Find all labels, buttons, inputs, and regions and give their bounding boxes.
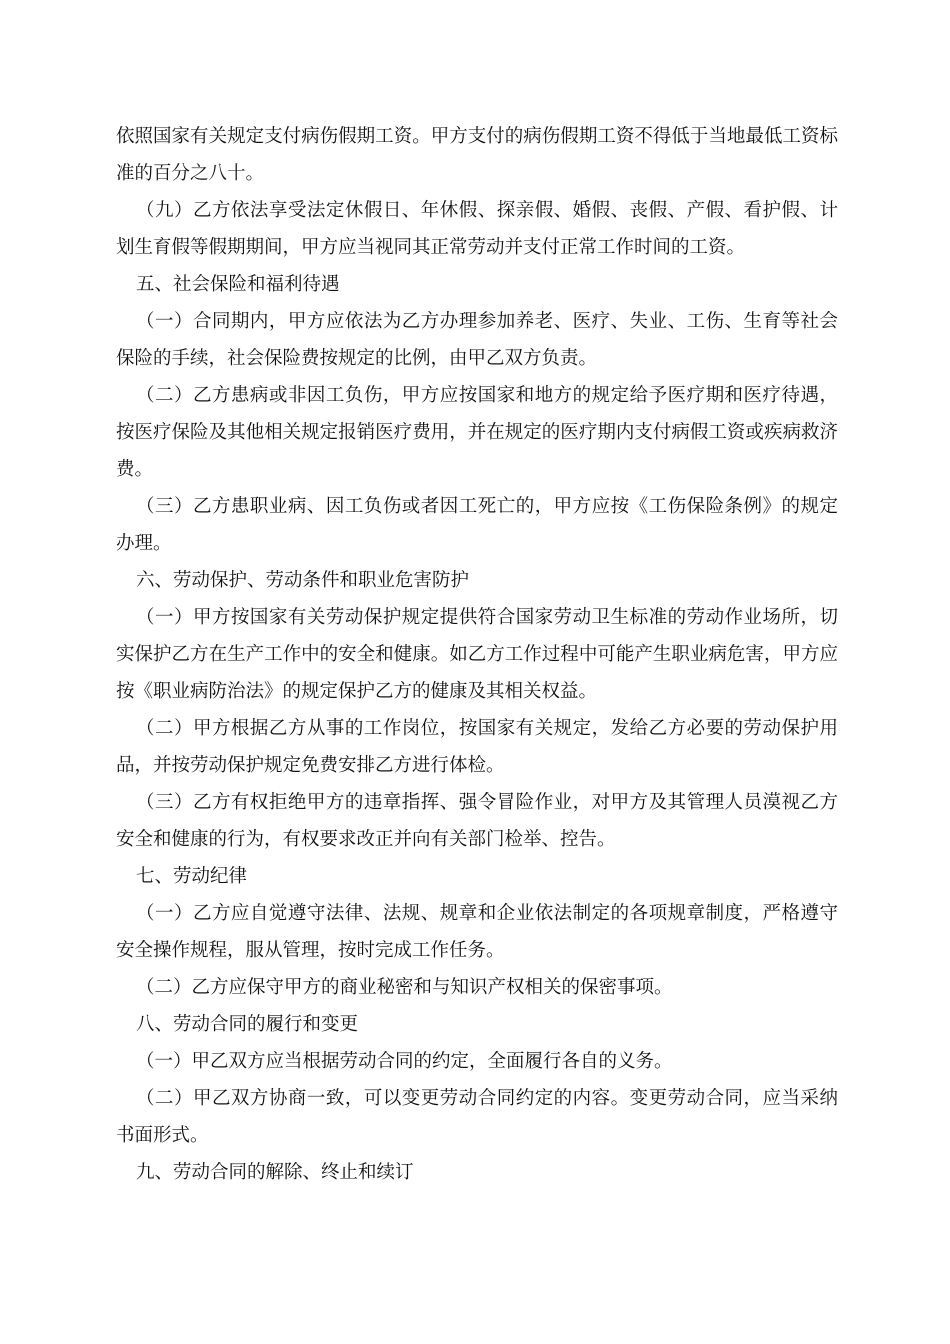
section-heading-6: 六、劳动保护、劳动条件和职业危害防护 [136, 570, 470, 591]
paragraph-continuation: 依照国家有关规定支付病伤假期工资。甲方支付的病伤假期工资不得低于当地最低工资标准的百分之八十。 [116, 126, 838, 184]
clause-5-2: （二）乙方患病或非因工负伤，甲方应按国家和地方的规定给予医疗期和医疗待遇，按医疗保险及其他相关规定报销医疗费用，并在规定的医疗期内支付病假工资或疾病救济费。 [116, 385, 838, 480]
clause-8-2: （二）甲乙双方协商一致，可以变更劳动合同约定的内容。变更劳动合同，应当采纳书面形式。 [116, 1088, 838, 1146]
clause-4-9: （九）乙方依法享受法定休假日、年休假、探亲假、婚假、丧假、产假、看护假、计划生育假等假期期间，甲方应当视同其正常劳动并支付正常工作时间的工资。 [116, 200, 838, 258]
clause-6-3: （三）乙方有权拒绝甲方的违章指挥、强令冒险作业，对甲方及其管理人员漠视乙方安全和健康的行为，有权要求改正并向有关部门检举、控告。 [116, 792, 838, 850]
section-heading-8: 八、劳动合同的履行和变更 [136, 1014, 359, 1035]
clause-5-3: （三）乙方患职业病、因工负伤或者因工死亡的，甲方应按《工伤保险条例》的规定办理。 [116, 496, 838, 554]
clause-6-2: （二）甲方根据乙方从事的工作岗位，按国家有关规定，发给乙方必要的劳动保护用品，并按劳动保护规定免费安排乙方进行体检。 [116, 718, 838, 776]
clause-7-2: （二）乙方应保守甲方的商业秘密和与知识产权相关的保密事项。 [136, 977, 673, 998]
clause-6-1: （一）甲方按国家有关劳动保护规定提供符合国家劳动卫生标准的劳动作业场所，切实保护乙方在生产工作中的安全和健康。如乙方工作过程中可能产生职业病危害，甲方应按《职业病防治法》的规定保护乙方的健康及其相关权益。 [116, 607, 838, 702]
clause-7-1: （一）乙方应自觉遵守法律、法规、规章和企业依法制定的各项规章制度，严格遵守安全操作规程，服从管理，按时完成工作任务。 [116, 903, 838, 961]
clause-8-1: （一）甲乙双方应当根据劳动合同的约定，全面履行各自的义务。 [136, 1051, 673, 1072]
section-heading-7: 七、劳动纪律 [136, 866, 248, 887]
clause-5-1: （一）合同期内，甲方应依法为乙方办理参加养老、医疗、失业、工伤、生育等社会保险的手续，社会保险费按规定的比例，由甲乙双方负责。 [116, 311, 838, 369]
section-heading-9: 九、劳动合同的解除、终止和续订 [136, 1162, 414, 1183]
section-heading-5: 五、社会保险和福利待遇 [136, 274, 340, 295]
document-body [116, 118, 838, 1191]
